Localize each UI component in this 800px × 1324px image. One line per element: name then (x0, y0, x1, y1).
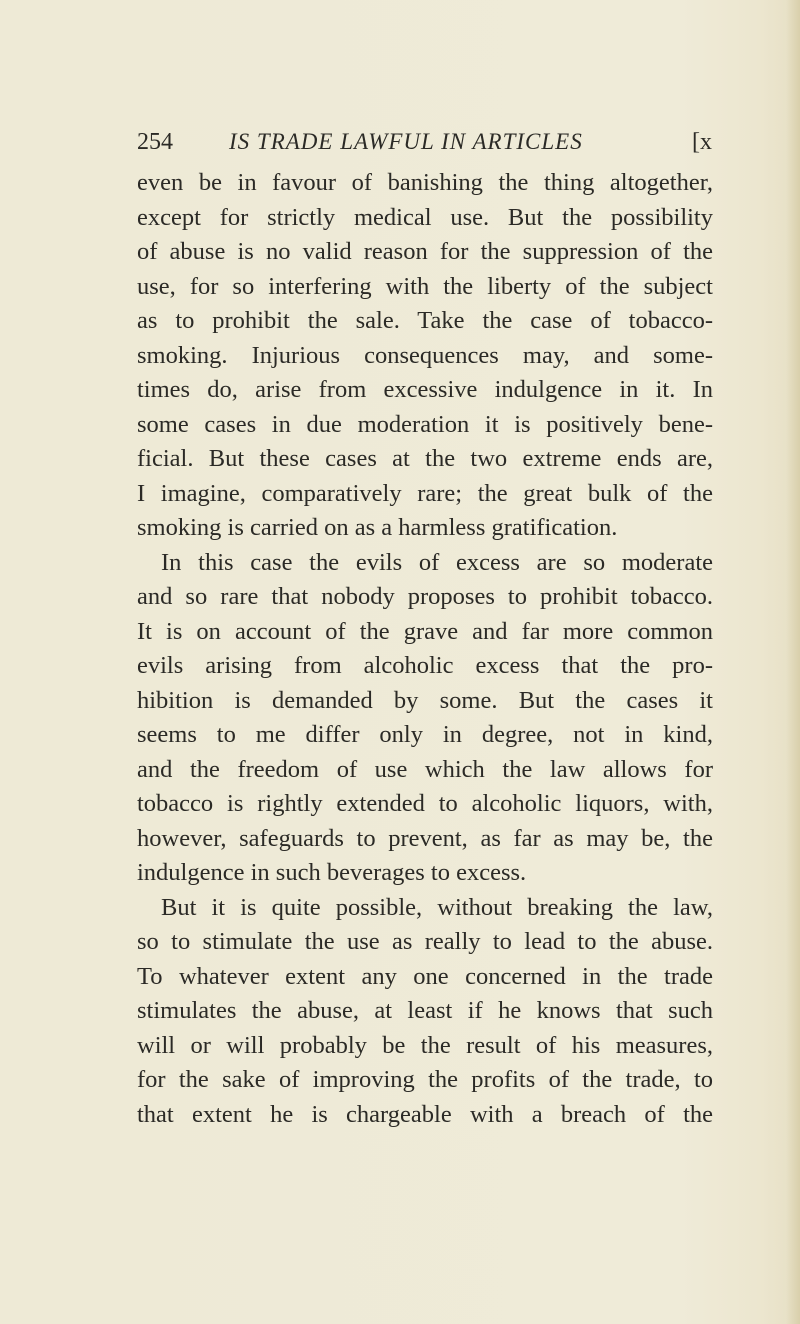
text-line: for the sake of improving the profits of the trade, to (137, 1066, 713, 1093)
page-number: 254 (137, 129, 173, 155)
text-line: will or will probably be the result of his measures, (137, 1031, 713, 1059)
text-line: But it is quite possible, without breaking the law, (161, 893, 713, 921)
section-mark: [x (692, 129, 712, 155)
text-line: even be in favour of banishing the thing altogether, (137, 169, 713, 196)
paragraph (137, 546, 713, 891)
text-line: some cases in due moderation it is positively bene- (137, 410, 713, 438)
text-line: tobacco is rightly extended to alcoholic liquors, with, (137, 790, 713, 817)
running-title: IS TRADE LAWFUL IN ARTICLES (229, 129, 583, 154)
text-line: except for strictly medical use. But the possibility (137, 203, 713, 231)
text-line: smoking. Injurious consequences may, and some- (137, 341, 713, 369)
text-line: however, safeguards to prevent, as far as may be, the (137, 824, 713, 852)
text-line: so to stimulate the use as really to lead to the abuse. (137, 928, 713, 955)
page-edge-shadow (786, 0, 800, 1324)
text-line: ficial. But these cases at the two extreme ends are, (137, 445, 713, 472)
text-line: times do, arise from excessive indulgence in it. In (137, 376, 713, 403)
text-line: of abuse is no valid reason for the suppression of the (137, 238, 713, 265)
text-line: as to prohibit the sale. Take the case of tobacco- (137, 307, 713, 334)
text-line: seems to me differ only in degree, not in kind, (137, 721, 713, 748)
text-line: indulgence in such beverages to excess. (137, 859, 527, 886)
text-line: To whatever extent any one concerned in the trade (137, 962, 713, 990)
text-line: smoking is carried on as a harmless gratification. (137, 514, 618, 541)
text-line: It is on account of the grave and far more common (137, 617, 713, 645)
page-header (137, 127, 712, 161)
text-line: that extent he is chargeable with a breach of the (137, 1100, 713, 1128)
text-line: and so rare that nobody proposes to prohibit tobacco. (137, 583, 713, 610)
text-line: I imagine, comparatively rare; the great bulk of the (137, 479, 713, 507)
text-line: evils arising from alcoholic excess that the pro- (137, 652, 713, 679)
text-line: In this case the evils of excess are so moderate (161, 548, 713, 576)
text-line: use, for so interfering with the liberty of the subject (137, 272, 713, 300)
body-text (137, 166, 713, 1132)
text-line: and the freedom of use which the law allows for (137, 755, 713, 783)
paragraph (137, 891, 713, 1133)
text-line: hibition is demanded by some. But the cases it (137, 686, 713, 714)
paragraph (137, 166, 713, 546)
text-line: stimulates the abuse, at least if he knows that such (137, 997, 713, 1024)
